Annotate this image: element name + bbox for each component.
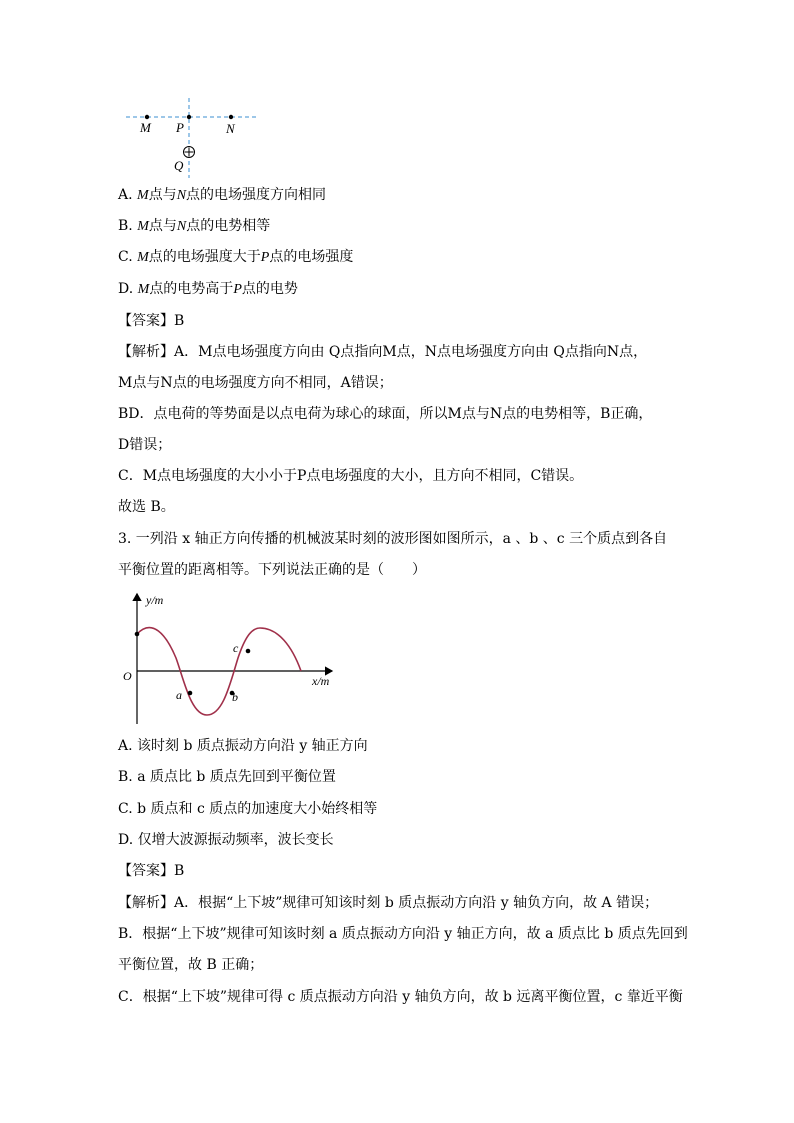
label-a: a <box>176 688 182 702</box>
q3-option-d: D. 仅增大波源振动频率，波长变长 <box>118 832 334 848</box>
point-N <box>229 115 233 119</box>
wave-figure <box>118 588 348 728</box>
label-c: c <box>233 641 239 655</box>
q2-option-b: B. M点与N点的电势相等 <box>118 218 271 234</box>
point-P <box>187 115 191 119</box>
label-P: P <box>176 120 184 135</box>
label-M: M <box>140 120 151 135</box>
q3-analysis-line-4: C．根据“上下坡”规律可得 c 质点振动方向沿 y 轴负方向，故 b 远离平衡位置，c 靠近平衡 <box>118 989 683 1005</box>
q2-analysis-line-4: D错误； <box>118 437 172 453</box>
q2-option-a: A. M点与N点的电场强度方向相同 <box>118 187 327 203</box>
q2-answer: 【答案】B <box>118 313 185 329</box>
q3-analysis-line-2: B．根据“上下坡”规律可知该时刻 a 质点振动方向沿 y 轴正方向，故 a 质点比 b 质点先回到 <box>118 926 688 942</box>
q2-analysis-line-3: BD．点电荷的等势面是以点电荷为球心的球面，所以M点与N点的电势相等，B正确， <box>118 406 653 422</box>
q3-option-c: C. b 质点和 c 质点的加速度大小始终相等 <box>118 801 378 817</box>
q2-analysis-line-2: M点与N点的电场强度方向不相同，A错误； <box>118 375 393 391</box>
label-b: b <box>232 690 238 704</box>
q3-analysis-line-3: 平衡位置，故 B 正确； <box>118 957 264 973</box>
point-c <box>246 649 251 654</box>
q2-option-c: C. M点的电场强度大于P点的电场强度 <box>118 249 354 265</box>
q2-analysis-line-1: 【解析】A．M点电场强度方向由 Q点指向M点，N点电场强度方向由 Q点指向N点， <box>118 344 648 360</box>
q2-option-d: D. M点的电势高于P点的电势 <box>118 281 298 297</box>
charge-figure <box>118 96 268 180</box>
point-M <box>145 115 149 119</box>
q2-analysis-line-5: C．M点电场强度的大小小于P点电场强度的大小，且方向不相同，C错误。 <box>118 468 584 484</box>
point-a <box>188 691 193 696</box>
q3-option-b: B. a 质点比 b 质点先回到平衡位置 <box>118 769 336 785</box>
q3-option-a: A. 该时刻 b 质点振动方向沿 y 轴正方向 <box>118 738 368 754</box>
label-Q: Q <box>174 158 184 173</box>
q3-stem-line-1: 3. 一列沿 x 轴正方向传播的机械波某时刻的波形图如图所示，a 、b 、c 三个质点到各自 <box>118 531 668 547</box>
y-axis-label: y/m <box>146 593 164 607</box>
x-axis-label: x/m <box>312 674 330 688</box>
q3-stem-line-2: 平衡位置的距离相等。下列说法正确的是（ ） <box>118 562 426 578</box>
origin-label: O <box>123 669 132 683</box>
q3-analysis-line-1: 【解析】A．根据“上下坡”规律可知该时刻 b 质点振动方向沿 y 轴负方向，故 A 错误； <box>118 895 659 911</box>
q3-answer: 【答案】B <box>118 863 185 879</box>
label-N: N <box>226 121 235 136</box>
q2-analysis-line-6: 故选 B。 <box>118 499 175 515</box>
point-y-intercept <box>135 632 140 637</box>
